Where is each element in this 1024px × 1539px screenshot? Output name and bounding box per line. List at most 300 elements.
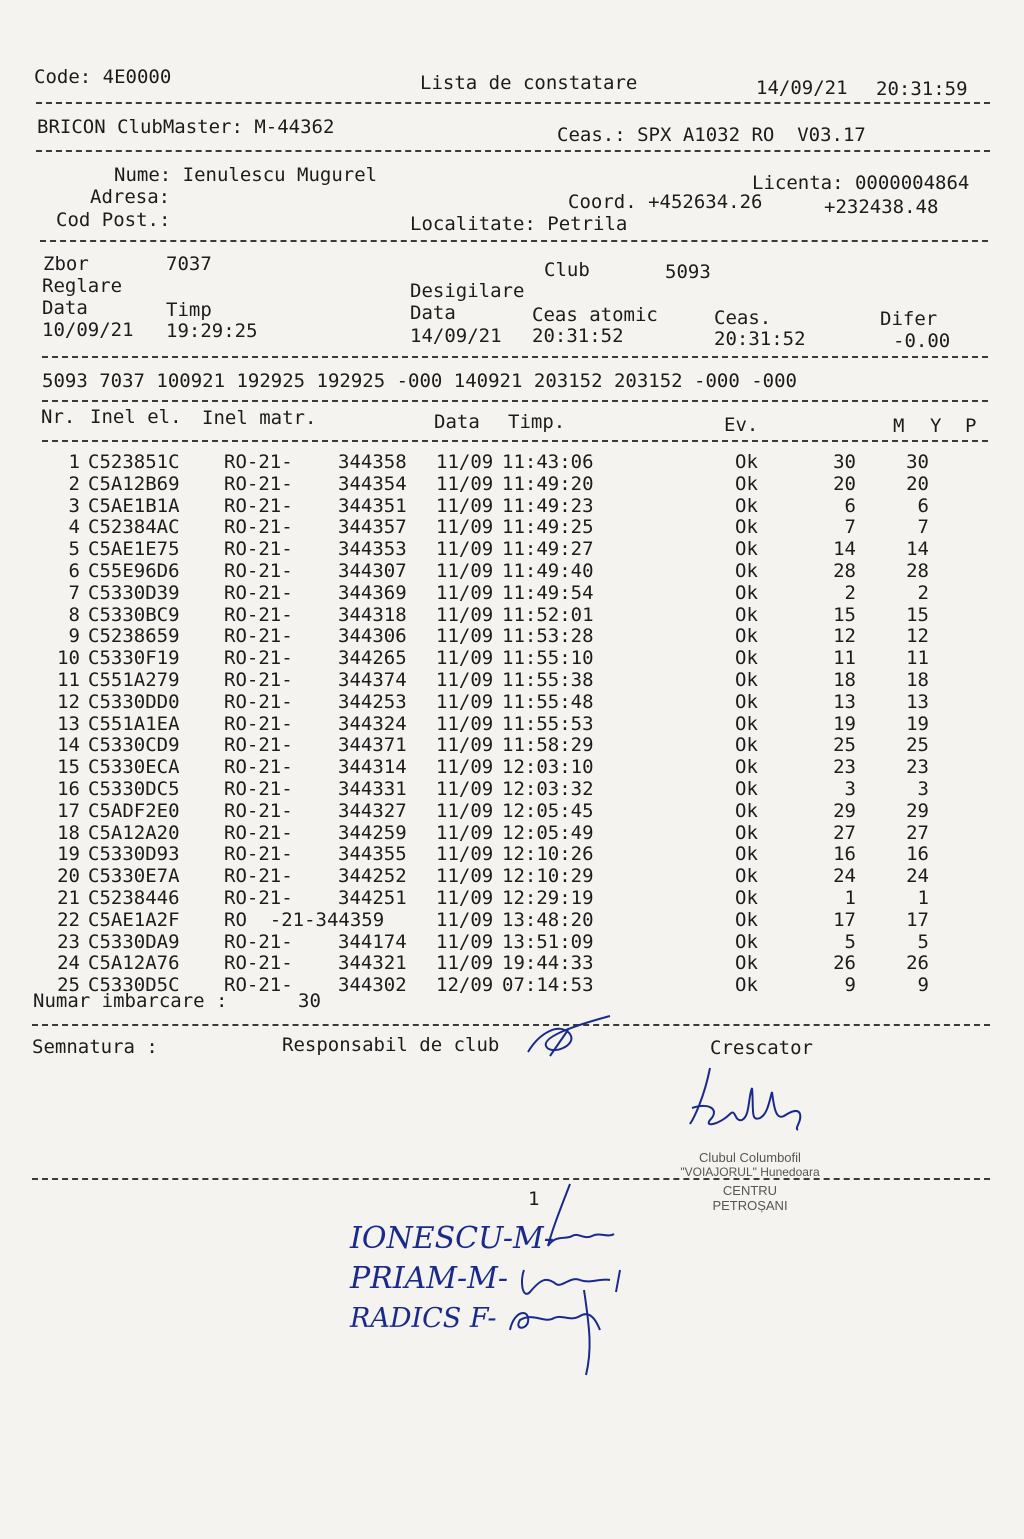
arrival-date: 11/09 (436, 712, 494, 735)
position-y: 17 (906, 908, 929, 931)
table-row (0, 800, 1024, 821)
ring-prefix: RO-21- (224, 494, 293, 517)
arrival-time: 11:55:10 (502, 647, 594, 670)
arrival-date: 11/09 (436, 494, 494, 517)
position-m: 5 (844, 930, 856, 953)
event-status: Ok (735, 581, 758, 604)
row-number: 17 (57, 799, 80, 822)
reglare-time: 19:29:25 (166, 320, 258, 342)
row-number: 11 (57, 669, 80, 691)
electronic-ring: C551A279 (88, 669, 180, 691)
arrival-time: 13:48:20 (502, 908, 594, 931)
ring-number: 344354 (338, 472, 407, 495)
arrival-date: 11/09 (436, 930, 494, 953)
position-y: 16 (906, 843, 929, 866)
arrival-time: 11:49:54 (502, 581, 594, 604)
arrival-date: 11/09 (436, 669, 494, 691)
ring-prefix: RO-21- (224, 472, 293, 495)
header-inel-matr: Inel matr. (202, 407, 317, 429)
ring-prefix: RO-21- (224, 625, 293, 648)
electronic-ring: C5238659 (88, 625, 180, 648)
position-m: 17 (833, 908, 856, 931)
table-row (0, 538, 1024, 559)
event-status: Ok (735, 952, 758, 975)
atomic-time: 20:31:52 (532, 325, 624, 347)
reglare-date: 10/09/21 (42, 319, 134, 341)
ring-prefix: RO-21- (224, 734, 293, 757)
arrival-time: 11:58:29 (502, 734, 594, 757)
position-y: 14 (906, 538, 929, 561)
event-status: Ok (735, 908, 758, 931)
table-row (0, 625, 1024, 646)
header-inel-el: Inel el. (90, 406, 182, 428)
stamp-line-3: CENTRU (722, 1183, 778, 1198)
position-m: 7 (844, 516, 856, 539)
electronic-ring: C5330E7A (88, 865, 180, 888)
event-status: Ok (735, 930, 758, 953)
row-number: 24 (57, 952, 80, 975)
table-row (0, 691, 1024, 712)
position-y: 12 (906, 625, 929, 648)
atomic-clock-label: Ceas atomic (532, 304, 658, 326)
ring-number: 344251 (338, 887, 407, 909)
arrival-date: 11/09 (436, 821, 494, 844)
club-label: Club (544, 259, 590, 281)
position-m: 14 (833, 538, 856, 561)
header-m: M (893, 415, 905, 437)
table-row (0, 778, 1024, 799)
row-number: 12 (57, 690, 80, 713)
table-row (0, 909, 1024, 930)
handwritten-name-2: PRIAM-M- (350, 1261, 508, 1296)
ring-prefix: RO-21- (224, 974, 293, 997)
row-number: 19 (57, 843, 80, 866)
club-signature-scribble (520, 1012, 620, 1062)
arrival-time: 12:05:49 (502, 821, 594, 844)
event-status: Ok (735, 821, 758, 844)
position-m: 3 (844, 778, 856, 800)
arrival-time: 11:49:25 (502, 516, 594, 539)
ring-prefix: RO-21- (224, 712, 293, 735)
ring-prefix: RO-21- (224, 690, 293, 713)
ring-number: 344355 (338, 843, 407, 866)
desigilare-data-label: Data (410, 302, 456, 324)
divider (40, 240, 988, 242)
arrival-date: 11/09 (436, 625, 494, 648)
header-nr: Nr. (41, 406, 76, 428)
position-m: 26 (833, 952, 856, 975)
arrival-date: 11/09 (436, 952, 494, 975)
event-status: Ok (735, 647, 758, 670)
header-p: P (965, 415, 977, 437)
table-row (0, 516, 1024, 537)
arrival-date: 11/09 (436, 908, 494, 931)
ring-prefix: RO-21- (224, 887, 293, 909)
position-m: 28 (833, 560, 856, 582)
position-y: 13 (906, 690, 929, 713)
position-m: 6 (844, 494, 856, 517)
event-status: Ok (735, 843, 758, 866)
breeder-label: Crescator (710, 1037, 813, 1059)
electronic-ring: C55E96D6 (88, 560, 180, 582)
position-m: 27 (833, 821, 856, 844)
electronic-ring: C52384AC (88, 516, 180, 539)
ring-prefix: RO-21- (224, 603, 293, 626)
ring-number: 344321 (338, 952, 407, 975)
flight-number: 7037 (166, 253, 212, 275)
position-m: 23 (833, 756, 856, 779)
arrival-time: 11:49:40 (502, 560, 594, 582)
ring-number: 344331 (338, 778, 407, 800)
reglare-timp-label: Timp (166, 299, 212, 321)
event-status: Ok (735, 516, 758, 539)
position-y: 25 (906, 734, 929, 757)
ring-number: 344314 (338, 756, 407, 779)
arrival-time: 12:10:26 (502, 843, 594, 866)
row-number: 23 (57, 930, 80, 953)
arrival-date: 11/09 (436, 734, 494, 757)
ring-number: 344374 (338, 669, 407, 691)
ring-number: 344253 (338, 690, 407, 713)
clock-info: Ceas.: SPX A1032 RO V03.17 (557, 124, 866, 146)
stamp-line-2: "VOIAJORUL" Hunedoara (680, 1165, 820, 1179)
position-y: 18 (906, 669, 929, 691)
difference-value: -0.00 (893, 330, 951, 352)
arrival-date: 11/09 (436, 538, 494, 561)
print-time: 20:31:59 (876, 78, 968, 100)
divider (42, 440, 988, 442)
position-m: 30 (833, 451, 856, 473)
flight-label: Zbor (43, 253, 89, 275)
table-row (0, 495, 1024, 516)
electronic-ring: C5AE1A2F (88, 908, 180, 931)
position-y: 26 (906, 952, 929, 975)
position-y: 30 (906, 451, 929, 473)
row-number: 10 (57, 647, 80, 670)
ring-number: 344306 (338, 625, 407, 648)
handwritten-signatures (500, 1180, 640, 1380)
electronic-ring: C5330CD9 (88, 734, 180, 757)
position-y: 24 (906, 865, 929, 888)
reglare-data-label: Data (42, 297, 88, 319)
page-number: 1 (528, 1188, 540, 1210)
row-number: 25 (57, 974, 80, 997)
arrival-time: 11:49:23 (502, 494, 594, 517)
table-row (0, 756, 1024, 777)
ring-prefix: RO-21- (224, 756, 293, 779)
ring-prefix: RO-21- (224, 865, 293, 888)
ring-prefix: RO-21- (224, 560, 293, 582)
boarding-count: 30 (298, 990, 321, 1012)
event-status: Ok (735, 734, 758, 757)
divider (32, 1024, 990, 1026)
arrival-date: 11/09 (436, 778, 494, 800)
event-status: Ok (735, 538, 758, 561)
handwritten-name-3: RADICS F- (350, 1303, 497, 1334)
table-row (0, 560, 1024, 581)
arrival-date: 11/09 (436, 516, 494, 539)
ring-number: 344252 (338, 865, 407, 888)
position-m: 25 (833, 734, 856, 757)
position-y: 7 (917, 516, 929, 539)
electronic-ring: C5A12A20 (88, 821, 180, 844)
reglare-label: Reglare (42, 275, 123, 297)
position-y: 20 (906, 472, 929, 495)
row-number: 21 (57, 887, 80, 909)
arrival-date: 11/09 (436, 865, 494, 888)
divider (42, 400, 988, 402)
event-status: Ok (735, 778, 758, 800)
electronic-ring: C5330D93 (88, 843, 180, 866)
arrival-date: 11/09 (436, 843, 494, 866)
ring-prefix: RO -21-344359 (224, 908, 385, 931)
event-status: Ok (735, 690, 758, 713)
clock-time: 20:31:52 (714, 328, 806, 350)
table-row (0, 734, 1024, 755)
position-m: 15 (833, 603, 856, 626)
event-status: Ok (735, 799, 758, 822)
row-number: 18 (57, 821, 80, 844)
code-label: Code: 4E0000 (34, 66, 172, 88)
owner-postcode: Cod Post.: (56, 209, 171, 231)
signature-label: Semnatura : (32, 1036, 158, 1058)
ring-number: 344307 (338, 560, 407, 582)
event-status: Ok (735, 451, 758, 473)
event-status: Ok (735, 974, 758, 997)
event-status: Ok (735, 712, 758, 735)
arrival-date: 11/09 (436, 647, 494, 670)
breeder-signature (680, 1058, 830, 1138)
position-y: 5 (917, 930, 929, 953)
row-number: 20 (57, 865, 80, 888)
table-row (0, 647, 1024, 668)
ring-prefix: RO-21- (224, 581, 293, 604)
ring-number: 344353 (338, 538, 407, 561)
divider (36, 102, 990, 104)
position-m: 2 (844, 581, 856, 604)
boarding-count-label: Numar imbarcare : (33, 990, 228, 1012)
electronic-ring: C5330ECA (88, 756, 180, 779)
arrival-date: 11/09 (436, 887, 494, 909)
desigilare-label: Desigilare (410, 280, 525, 302)
event-status: Ok (735, 887, 758, 909)
header-timp: Timp. (508, 411, 566, 433)
event-status: Ok (735, 865, 758, 888)
arrival-time: 11:52:01 (502, 603, 594, 626)
ring-prefix: RO-21- (224, 451, 293, 473)
position-m: 18 (833, 669, 856, 691)
arrival-time: 11:49:20 (502, 472, 594, 495)
table-row (0, 843, 1024, 864)
table-row (0, 952, 1024, 973)
row-number: 3 (68, 494, 80, 517)
ring-prefix: RO-21- (224, 516, 293, 539)
electronic-ring: C5330BC9 (88, 603, 180, 626)
divider (36, 150, 990, 152)
row-number: 15 (57, 756, 80, 779)
event-status: Ok (735, 603, 758, 626)
clubmaster-id: BRICON ClubMaster: M-44362 (37, 116, 335, 138)
electronic-ring: C5330DC5 (88, 778, 180, 800)
ring-number: 344302 (338, 974, 407, 997)
ring-number: 344369 (338, 581, 407, 604)
ring-prefix: RO-21- (224, 647, 293, 670)
electronic-ring: C5330DA9 (88, 930, 180, 953)
header-y: Y (930, 415, 942, 437)
event-status: Ok (735, 472, 758, 495)
table-row (0, 669, 1024, 690)
difference-label: Difer (880, 308, 938, 330)
table-row (0, 473, 1024, 494)
electronic-ring: C551A1EA (88, 712, 180, 735)
arrival-date: 11/09 (436, 756, 494, 779)
club-number: 5093 (665, 261, 711, 283)
arrival-time: 11:53:28 (502, 625, 594, 648)
arrival-time: 11:55:38 (502, 669, 594, 691)
event-status: Ok (735, 756, 758, 779)
clock-label: Ceas. (714, 307, 772, 329)
print-date: 14/09/21 (756, 77, 848, 99)
position-y: 19 (906, 712, 929, 735)
table-row (0, 865, 1024, 886)
ring-number: 344324 (338, 712, 407, 735)
arrival-time: 07:14:53 (502, 974, 594, 997)
ring-prefix: RO-21- (224, 778, 293, 800)
table-row (0, 451, 1024, 472)
position-y: 23 (906, 756, 929, 779)
arrival-time: 11:55:53 (502, 712, 594, 735)
summary-line: 5093 7037 100921 192925 192925 -000 140921 203152 203152 -000 -000 (42, 370, 797, 392)
ring-number: 344318 (338, 603, 407, 626)
arrival-date: 12/09 (436, 974, 494, 997)
arrival-time: 13:51:09 (502, 930, 594, 953)
position-y: 3 (917, 778, 929, 800)
electronic-ring: C523851C (88, 451, 180, 473)
event-status: Ok (735, 560, 758, 582)
position-m: 24 (833, 865, 856, 888)
electronic-ring: C5AE1E75 (88, 538, 180, 561)
row-number: 13 (57, 712, 80, 735)
electronic-ring: C5238446 (88, 887, 180, 909)
handwritten-name-1: IONESCU-M- (350, 1221, 554, 1256)
row-number: 8 (68, 603, 80, 626)
position-m: 16 (833, 843, 856, 866)
ring-number: 344174 (338, 930, 407, 953)
position-y: 9 (917, 974, 929, 997)
coordinates-long: Coord. +452634.26 (568, 191, 763, 213)
arrival-date: 11/09 (436, 581, 494, 604)
row-number: 22 (57, 908, 80, 931)
position-y: 11 (906, 647, 929, 670)
ring-number: 344358 (338, 451, 407, 473)
electronic-ring: C5ADF2E0 (88, 799, 180, 822)
coordinates-lat: +232438.48 (824, 196, 939, 218)
row-number: 2 (68, 472, 80, 495)
arrival-date: 11/09 (436, 560, 494, 582)
header-ev: Ev. (724, 414, 759, 436)
position-m: 12 (833, 625, 856, 648)
row-number: 14 (57, 734, 80, 757)
license-number: Licenta: 0000004864 (752, 172, 970, 194)
row-number: 7 (68, 581, 80, 604)
table-row (0, 931, 1024, 952)
event-status: Ok (735, 669, 758, 691)
header-data: Data (434, 411, 480, 433)
position-m: 29 (833, 799, 856, 822)
position-m: 9 (844, 974, 856, 997)
electronic-ring: C5A12B69 (88, 472, 180, 495)
ring-number: 344371 (338, 734, 407, 757)
arrival-time: 11:43:06 (502, 451, 594, 473)
arrival-date: 11/09 (436, 603, 494, 626)
electronic-ring: C5330DD0 (88, 690, 180, 713)
position-y: 28 (906, 560, 929, 582)
position-y: 6 (917, 494, 929, 517)
row-number: 16 (57, 778, 80, 800)
table-row (0, 822, 1024, 843)
electronic-ring: C5330F19 (88, 647, 180, 670)
arrival-time: 11:49:27 (502, 538, 594, 561)
position-y: 27 (906, 821, 929, 844)
desigilare-date: 14/09/21 (410, 325, 502, 347)
ring-number: 344357 (338, 516, 407, 539)
club-responsible-label: Responsabil de club (282, 1034, 500, 1056)
arrival-time: 12:29:19 (502, 887, 594, 909)
position-m: 1 (844, 887, 856, 909)
electronic-ring: C5330D39 (88, 581, 180, 604)
ring-number: 344259 (338, 821, 407, 844)
arrival-time: 12:03:32 (502, 778, 594, 800)
event-status: Ok (735, 625, 758, 648)
arrival-time: 11:55:48 (502, 690, 594, 713)
event-status: Ok (735, 494, 758, 517)
locality: Localitate: Petrila (410, 213, 628, 235)
divider (42, 356, 988, 358)
owner-name: Nume: Ienulescu Mugurel (114, 164, 378, 186)
table-row (0, 582, 1024, 603)
position-y: 15 (906, 603, 929, 626)
table-row (0, 713, 1024, 734)
ring-prefix: RO-21- (224, 843, 293, 866)
ring-prefix: RO-21- (224, 669, 293, 691)
arrival-date: 11/09 (436, 472, 494, 495)
row-number: 6 (68, 560, 80, 582)
ring-number: 344265 (338, 647, 407, 670)
ring-prefix: RO-21- (224, 952, 293, 975)
row-number: 5 (68, 538, 80, 561)
arrival-time: 12:10:29 (502, 865, 594, 888)
arrival-date: 11/09 (436, 799, 494, 822)
position-m: 11 (833, 647, 856, 670)
ring-prefix: RO-21- (224, 799, 293, 822)
document-title: Lista de constatare (420, 72, 638, 94)
ring-prefix: RO-21- (224, 930, 293, 953)
arrival-time: 19:44:33 (502, 952, 594, 975)
stamp-line-4: PETROȘANI (712, 1198, 788, 1213)
table-row (0, 604, 1024, 625)
arrival-time: 12:05:45 (502, 799, 594, 822)
position-y: 29 (906, 799, 929, 822)
position-m: 20 (833, 472, 856, 495)
electronic-ring: C5330D5C (88, 974, 180, 997)
ring-prefix: RO-21- (224, 821, 293, 844)
ring-prefix: RO-21- (224, 538, 293, 561)
ring-number: 344327 (338, 799, 407, 822)
row-number: 1 (68, 451, 80, 473)
position-y: 1 (917, 887, 929, 909)
row-number: 9 (68, 625, 80, 648)
table-row (0, 887, 1024, 908)
